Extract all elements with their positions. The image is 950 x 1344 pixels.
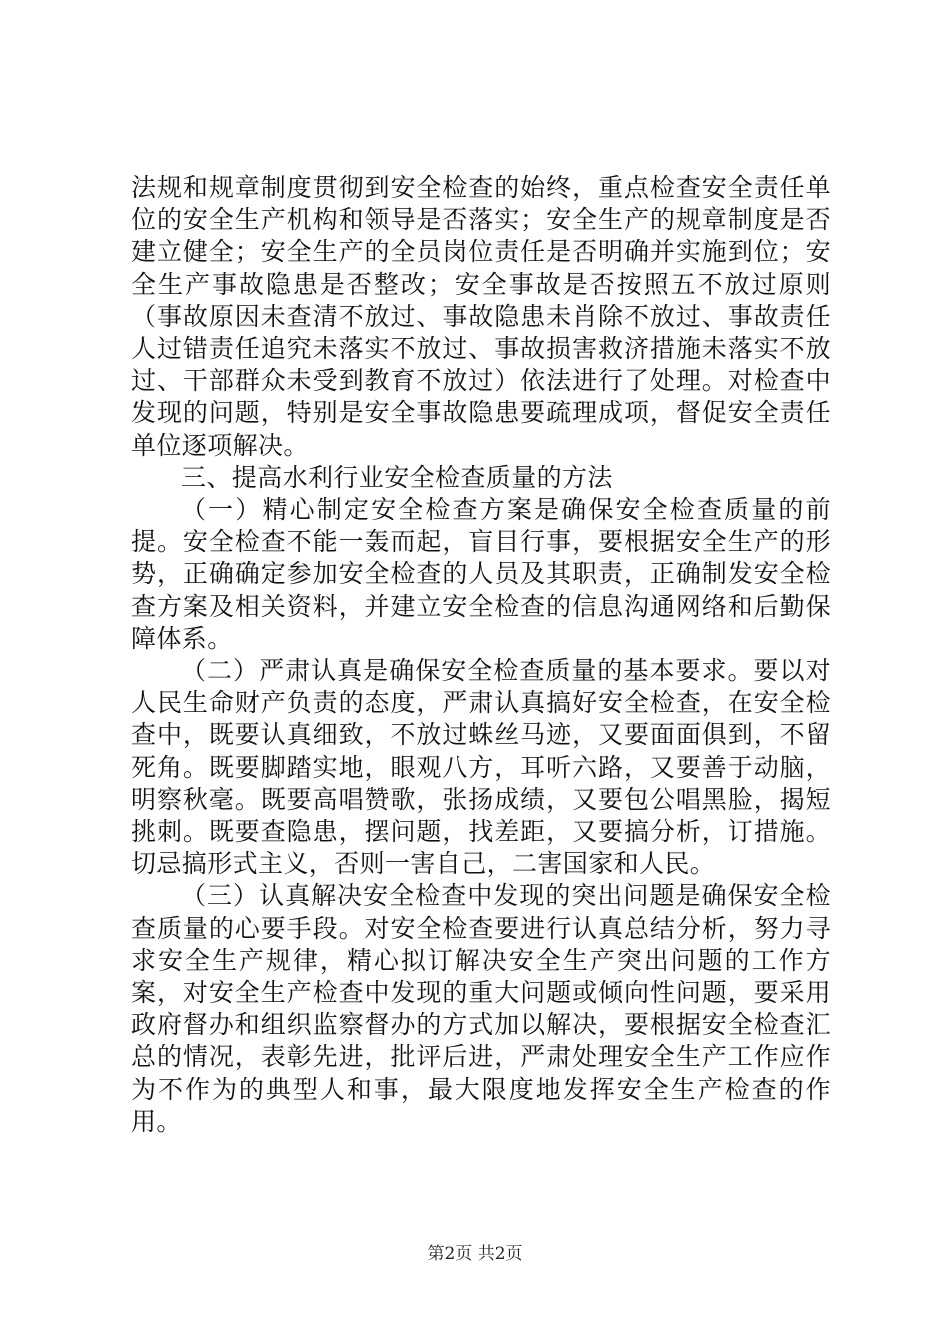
- paragraph-continuation: 法规和规章制度贯彻到安全检查的始终，重点检查安全责任单位的安全生产机构和领导是否落实；安全生产的规章制度是否建立健全；安全生产的全员岗位责任是否明确并实施到位；安全生产事故隐患是否整改；安全事故是否按照五不放过原则（事故原因未查清不放过、事故隐患未肖除不放过、事故责任人过错责任追究未落实不放过、事故损害救济措施未落实不放过、干部群众未受到教育不放过）依法进行了处理。对检查中发现的问题，特别是安全事故隐患要疏理成项，督促安全责任单位逐项解决。: [131, 173, 831, 460]
- section-heading: 三、提高水利行业安全检查质量的方法: [181, 462, 613, 492]
- paragraph-item-3: （三）认真解决安全检查中发现的突出问题是确保安全检查质量的心要手段。对安全检查要进行认真总结分析，努力寻求安全生产规律，精心拟订解决安全生产突出问题的工作方案，对安全生产检查中发现的重大问题或倾向性问题，要采用政府督办和组织监察督办的方式加以解决，要根据安全检查汇总的情况，表彰先进，批评后进，严肃处理安全生产工作应作为不作为的典型人和事，最大限度地发挥安全生产检查的作用。: [131, 881, 831, 1136]
- paragraph-item-1: （一）精心制定安全检查方案是确保安全检查质量的前提。安全检查不能一轰而起，盲目行事，要根据安全生产的形势，正确确定参加安全检查的人员及其职责，正确制发安全检查方案及相关资料，并建立安全检查的信息沟通网络和后勤保障体系。: [131, 495, 831, 653]
- page-number-footer: 第2页 共2页: [427, 1244, 523, 1264]
- paragraph-item-2: （二）严肃认真是确保安全检查质量的基本要求。要以对人民生命财产负责的态度，严肃认真搞好安全检查，在安全检查中，既要认真细致，不放过蛛丝马迹，又要面面俱到，不留死角。既要脚踏实地，眼观八方，耳听六路，又要善于动脑，明察秋毫。既要高唱赞歌，张扬成绩，又要包公唱黑脸，揭短挑刺。既要查隐患，摆问题，找差距，又要搞分析，订措施。切忌搞形式主义，否则一害自己，二害国家和人民。: [131, 656, 831, 879]
- document-body: [131, 172, 831, 1138]
